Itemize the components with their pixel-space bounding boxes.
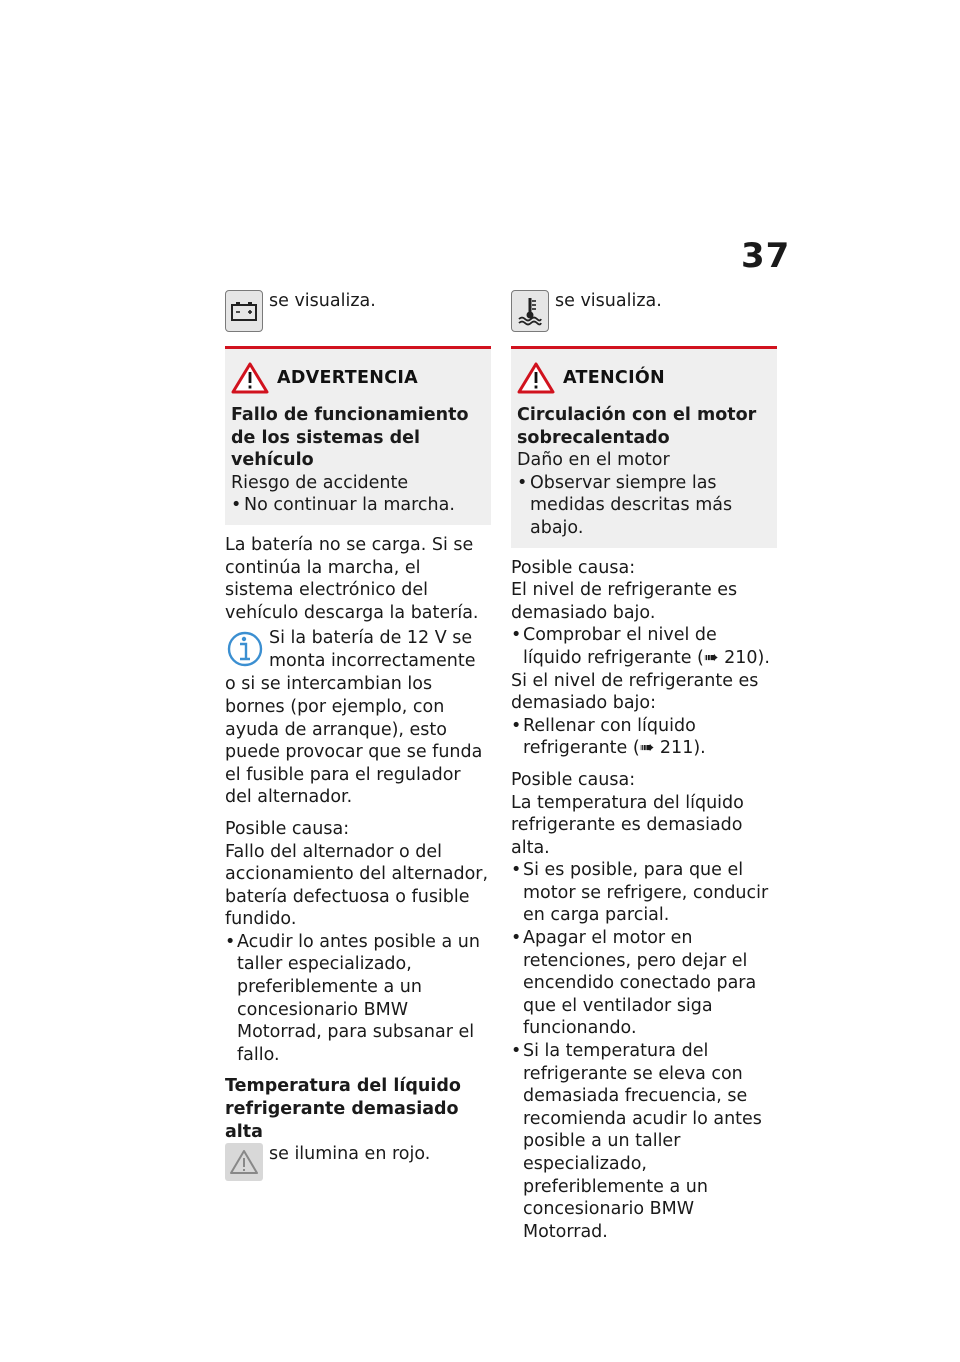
battery-indicator-row [225, 290, 491, 332]
warning-heading: Fallo de funcionamiento de los sistemas del vehículo [231, 405, 469, 471]
coolant-temperature-icon [511, 290, 549, 332]
general-warning-icon [225, 1143, 263, 1181]
cause2-action-2: Apagar el motor en retenciones, pero dejar el encendido conectado para que el ventilador siga funcionando. [523, 928, 757, 1039]
attention-bullet: Observar siempre las medidas descritas más abajo. [530, 472, 733, 538]
section-heading-coolant: Temperatura del líquido refrigerante demasiado alta [225, 1076, 461, 1142]
cause2-action-1: Si es posible, para que el motor se refrigere, conducir en carga parcial. [523, 860, 769, 926]
list-item: • Si la temperatura del refrigerante se eleva con demasiada frecuencia, se recomienda acudir lo antes posible a un taller especializado, preferiblemente a un concesionario BMW Motorrad. [511, 1040, 777, 1243]
cause1-action: Comprobar el nivel de líquido refrigerante (➠ 210). [523, 625, 770, 668]
warning-box [225, 346, 491, 525]
list-item: • Apagar el motor en retenciones, pero dejar el encendido conectado para que el ventilador siga funcionando. [511, 927, 777, 1040]
list-item: • Si es posible, para que el motor se refrigere, conducir en carga parcial. [511, 859, 777, 927]
list-item: • Observar siempre las medidas descritas más abajo. [517, 472, 771, 540]
right-column [511, 290, 777, 1243]
list-item: • Comprobar el nivel de líquido refrigerante (➠ 210). [511, 624, 777, 669]
battery-text: se visualiza. [269, 291, 376, 311]
attention-risk: Daño en el motor [517, 450, 670, 471]
red-light-text: se ilumina en rojo. [269, 1144, 431, 1165]
info-text-1: Si la batería de 12 V se monta incorrectamente [269, 628, 476, 671]
attention-heading: Circulación con el motor sobrecalentado [517, 405, 757, 448]
warning-risk: Riesgo de accidente [231, 472, 409, 493]
cause1-fill: Rellenar con líquido refrigerante (➠ 211). [523, 715, 706, 759]
attention-title: ATENCIÓN [563, 368, 665, 388]
list-item: • Rellenar con líquido refrigerante (➠ 211). [511, 715, 777, 760]
attention-triangle-icon [517, 362, 555, 394]
cause2-text: La temperatura del líquido refrigerante es demasiado alta. [511, 792, 744, 858]
warning-triangle-icon [231, 362, 269, 394]
list-item: • No continuar la marcha. [231, 495, 455, 516]
cause-label: Posible causa: [225, 818, 350, 839]
action-text: Acudir lo antes posible a un taller especializado, preferiblemente a un concesionario BMW Motorrad, para subsanar el fallo. [237, 931, 480, 1065]
cause2-action-3: Si la temperatura del refrigerante se eleva con demasiada frecuencia, se recomienda acudir lo antes posible a un taller especializado, preferiblemente a un concesionario BMW Motorrad. [523, 1041, 762, 1242]
info-text-2: o si se intercambian los bornes (por ejemplo, con ayuda de arranque), esto puede provocar que se funda el fusible para el regulador del alternador. [225, 674, 483, 808]
coolant-text: se visualiza. [555, 291, 662, 311]
info-note [225, 627, 491, 673]
coolant-indicator-row [511, 290, 777, 332]
page-number: 37 [741, 236, 791, 276]
attention-box [511, 346, 777, 548]
battery-icon [225, 290, 263, 332]
paragraph-battery-not-charging: La batería no se carga. Si se continúa la marcha, el sistema electrónico del vehículo descarga la batería. [225, 534, 479, 623]
info-icon [225, 627, 265, 673]
warning-bullet: No continuar la marcha. [244, 495, 455, 516]
cause1-label: Posible causa: [511, 557, 636, 578]
cause1-if: Si el nivel de refrigerante es demasiado bajo: [511, 670, 759, 714]
list-item: • Acudir lo antes posible a un taller especializado, preferiblemente a un concesionario BMW Motorrad, para subsanar el fallo. [225, 931, 491, 1067]
left-column [225, 290, 491, 1181]
cause1-text: El nivel de refrigerante es demasiado bajo. [511, 580, 738, 623]
cause-text: Fallo del alternador o del accionamiento del alternador, batería defectuosa o fusible fundido. [225, 841, 489, 930]
warning-title: ADVERTENCIA [277, 368, 418, 388]
red-warning-row [225, 1143, 491, 1181]
cause2-label: Posible causa: [511, 769, 636, 790]
